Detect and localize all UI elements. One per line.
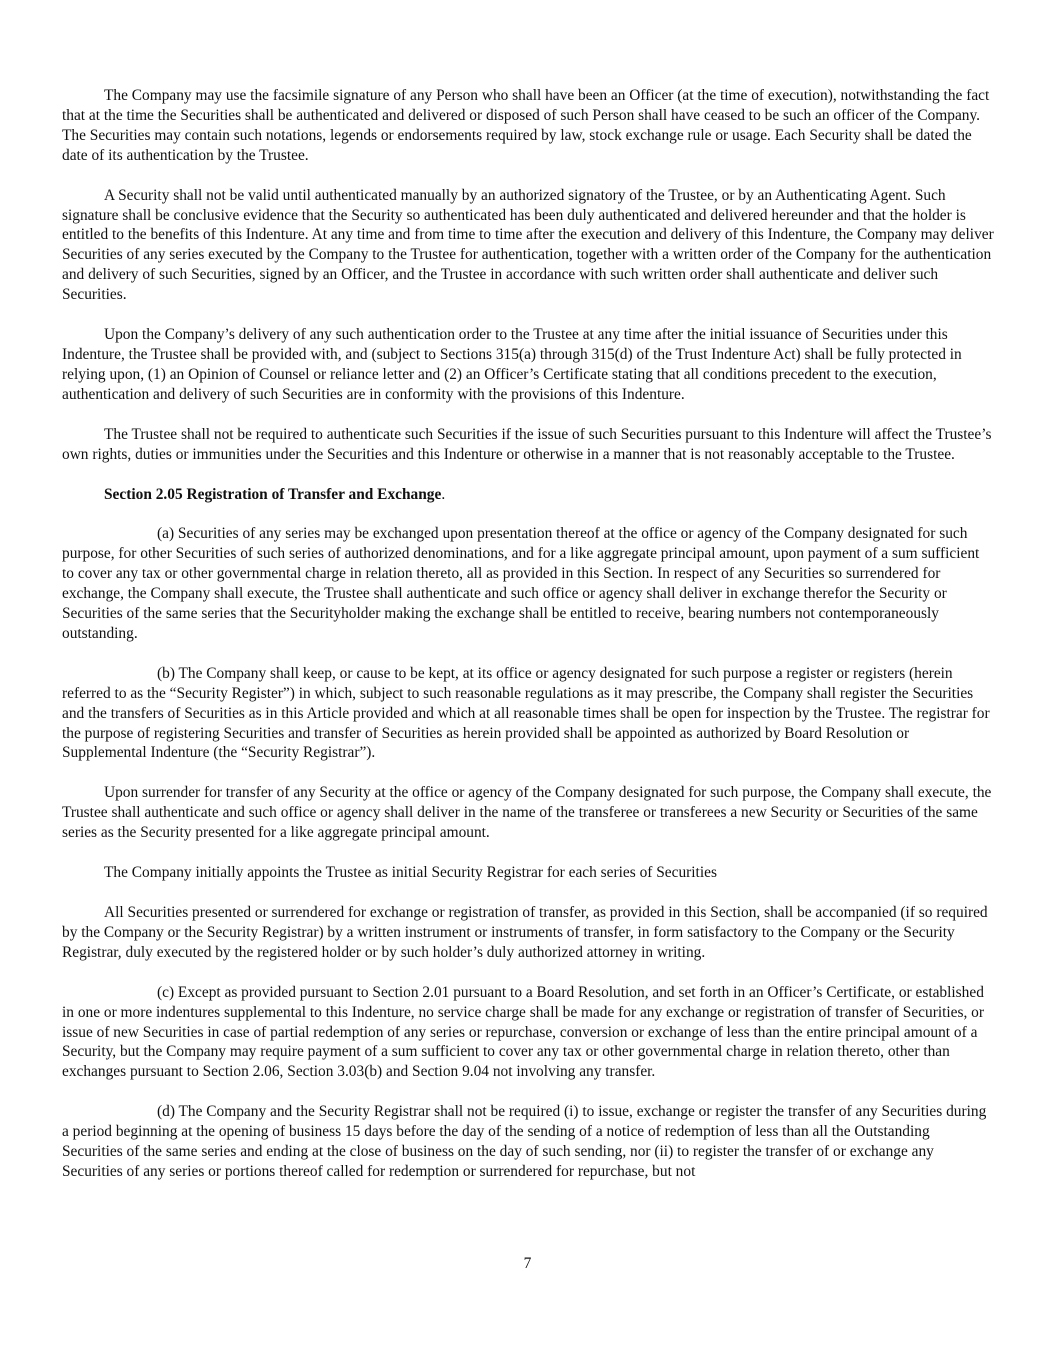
paragraph-written-instrument: All Securities presented or surrendered for exchange or registration of transfer, as provided in this Section, shall be accompanied (if so required by the Company or the Security Registrar) by a written instrument or instruments of transfer, in form satisfactory to the Company or the Security Registrar, duly executed by the registered holder or by such holder’s duly authorized attorney in writing.	[62, 904, 988, 961]
paragraph-facsimile-signature: The Company may use the facsimile signature of any Person who shall have been an Officer (at the time of execution), notwithstanding the fact that at the time the Securities shall be authenticated and delivered or disposed of such Person shall have ceased to be such an officer of the Company. The Securities may contain such notations, legends or endorsements required by law, stock exchange rule or usage. Each Security shall be dated the date of its authentication by the Trustee.	[62, 87, 990, 164]
section-heading-title: Section 2.05 Registration of Transfer and Exchange	[104, 485, 442, 503]
document-body	[62, 86, 994, 1202]
paragraph-initial-registrar: The Company initially appoints the Trustee as initial Security Registrar for each series of Securities	[104, 864, 717, 882]
paragraph-authentication: A Security shall not be valid until authenticated manually by an authorized signatory of the Trustee, or by an Authenticating Agent. Such signature shall be conclusive evidence that the Security so authenticated has been duly authenticated and delivered hereunder and that the holder is entitled to the benefits of this Indenture. At any time and from time to time after the execution and delivery of this Indenture, the Company may deliver Securities of any series executed by the Company to the Trustee for authentication, together with a written order of the Company for the authentication and delivery of such Securities, signed by an Officer, and the Trustee in accordance with such written order shall authenticate and deliver such Securities.	[62, 186, 994, 304]
section-heading	[62, 485, 994, 505]
paragraph-clause-b: (b) The Company shall keep, or cause to be kept, at its office or agency designated for such purpose a register or registers (herein referred to as the “Security Register”) in which, subject to such reasonable regulations as it may prescribe, the Company shall register the Securities and the transfers of Securities as in this Article provided and which at all reasonable times shall be open for inspection by the Trustee. The registrar for the purpose of registering Securities and transfer of Securities as herein provided shall be appointed as authorized by Board Resolution or Supplemental Indenture (the “Security Registrar”).	[62, 664, 990, 762]
paragraph-clause-d: (d) The Company and the Security Registrar shall not be required (i) to issue, exchange or register the transfer of any Securities during a period beginning at the opening of business 15 days before the day of the sending of a notice of redemption of less than all the Outstanding Securities of the same series and ending at the close of business on the day of such sending, nor (ii) to register the transfer of or exchange any Securities of any series or portions thereof called for redemption or surrendered for repurchase, but not	[62, 1103, 987, 1180]
paragraph-clause-c: (c) Except as provided pursuant to Section 2.01 pursuant to a Board Resolution, and set forth in an Officer’s Certificate, or established in one or more indentures supplemental to this Indenture, no service charge shall be made for any exchange or registration of transfer of Securities, or issue of new Securities in case of partial redemption of any series or repurchase, conversion or exchange of less than the entire principal amount of a Security, but the Company may require payment of a sum sufficient to cover any tax or other governmental charge in relation thereto, other than exchanges pursuant to Section 2.06, Section 3.03(b) and Section 9.04 not involving any transfer.	[62, 983, 984, 1081]
paragraph-trustee-not-required: The Trustee shall not be required to authenticate such Securities if the issue of such Securities pursuant to this Indenture will affect the Trustee’s own rights, duties or immunities under the Securities and this Indenture or otherwise in a manner that is not reasonably acceptable to the Trustee.	[62, 425, 992, 463]
page-number: 7	[523, 1255, 532, 1272]
section-heading-period: .	[441, 485, 446, 503]
paragraph-clause-a: (a) Securities of any series may be exchanged upon presentation thereof at the office or agency of the Company designated for such purpose, for other Securities of such series of authorized denominations, and for a like aggregate principal amount, upon payment of a sum sufficient to cover any tax or other governmental charge in relation thereto, all as provided in this Section. In respect of any Securities so surrendered for exchange, the Company shall execute, the Trustee shall authenticate and such office or agency shall deliver in exchange therefor the Security or Securities of the same series that the Securityholder making the exchange shall be entitled to receive, bearing numbers not contemporaneously outstanding.	[62, 525, 980, 642]
paragraph-authentication-order: Upon the Company’s delivery of any such authentication order to the Trustee at any time after the initial issuance of Securities under this Indenture, the Trustee shall be provided with, and (subject to Sections 315(a) through 315(d) of the Trust Indenture Act) shall be fully protected in relying upon, (1) an Opinion of Counsel or reliance letter and (2) an Officer’s Certificate stating that all conditions precedent to the execution, authentication and delivery of such Securities are in conformity with the provisions of this Indenture.	[62, 326, 962, 403]
paragraph-surrender-for-transfer: Upon surrender for transfer of any Security at the office or agency of the Company designated for such purpose, the Company shall execute, the Trustee shall authenticate and such office or agency shall deliver in the name of the transferee or transferees a new Security or Securities of the same series as the Security presented for a like aggregate principal amount.	[62, 784, 992, 842]
